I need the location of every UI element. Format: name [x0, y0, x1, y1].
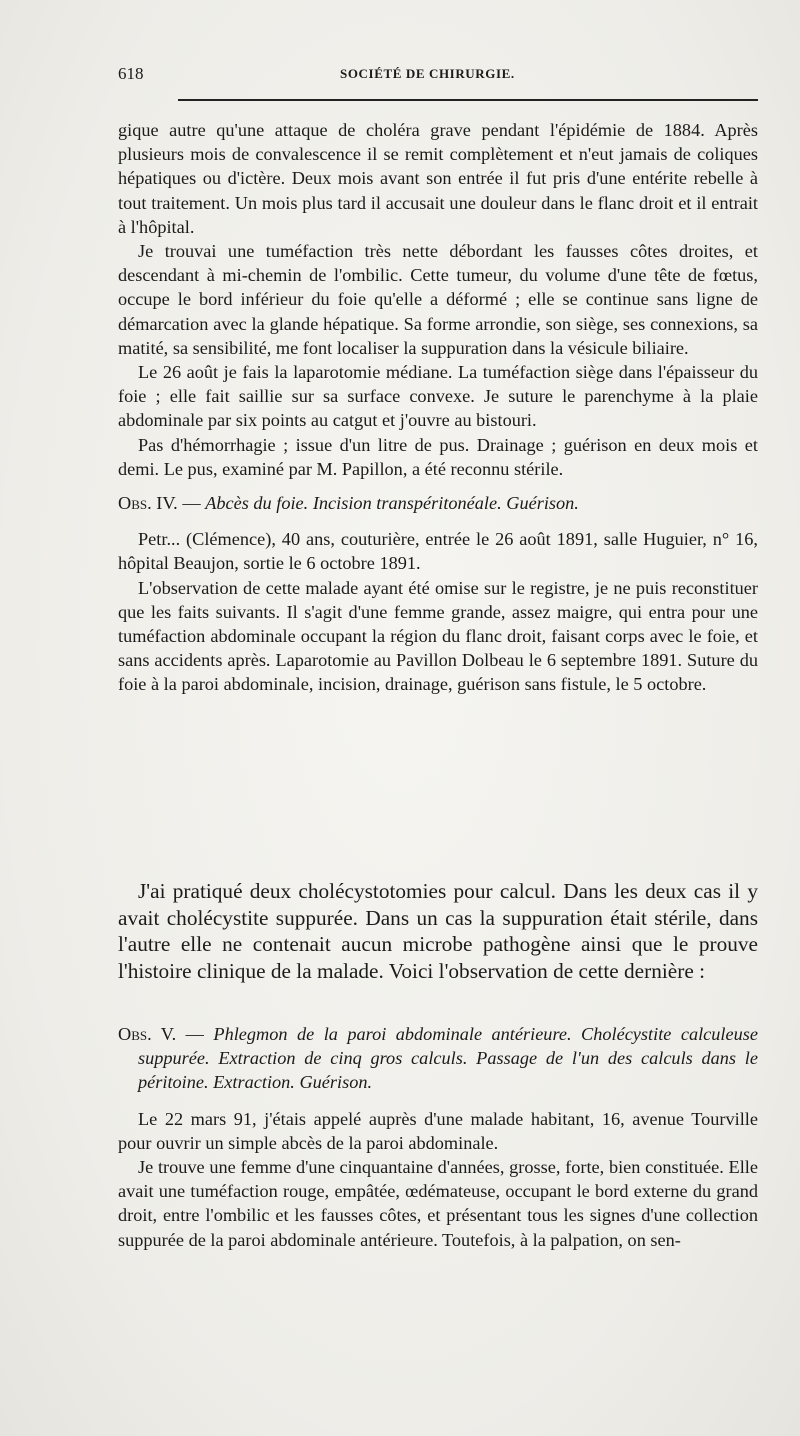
running-title: SOCIÉTÉ DE CHIRURGIE.: [340, 66, 515, 81]
body-text-lower: [118, 1022, 758, 1252]
paragraph: Le 22 mars 91, j'étais appelé auprès d'une malade habitant, 16, avenue Tourville pour ouvrir un simple abcès de la paroi abdominale.: [118, 1108, 758, 1153]
paragraph: Petr... (Clémence), 40 ans, couturière, entrée le 26 août 1891, salle Huguier, n° 16, hôpital Beaujon, sortie le 6 octobre 1891.: [118, 529, 758, 574]
paragraph: Le 26 août je fais la laparotomie médiane. La tuméfaction siège dans l'épaisseur du foie ; elle fait saillie sur sa surface convexe. Je suture le parenchyme à la plaie abdominale par six points au catgut et j'ouvre au bistouri.: [118, 362, 758, 431]
observation-label: Obs. IV. —: [118, 493, 201, 514]
observation-title: Abcès du foie. Incision transpéritonéale. Guérison.: [205, 493, 579, 514]
page-header: [118, 64, 758, 86]
body-text-upper: [118, 118, 758, 697]
body-text-main: [118, 878, 758, 984]
paragraph: gique autre qu'une attaque de choléra grave pendant l'épidémie de 1884. Après plusieurs mois de convalescence il se remit complètement et n'eut jamais de coliques hépatiques ou d'ictère. Deux mois avant son entrée il fut pris d'une entérite rebelle à tout traitement. Un mois plus tard il accusait une douleur dans le flanc droit et il entrait à l'hôpital.: [118, 120, 758, 237]
page-number: 618: [118, 64, 144, 83]
header-rule: [178, 99, 758, 101]
paragraph: Je trouvai une tuméfaction très nette débordant les fausses côtes droites, et descendant à mi-chemin de l'ombilic. Cette tumeur, du volume d'une tête de fœtus, occupe le bord inférieur du foie qu'elle a déformé ; elle se continue sans ligne de démarcation avec la glande hépatique. Sa forme arrondie, son siège, ses connexions, sa matité, sa sensibilité, me font localiser la suppuration dans la vésicule biliaire.: [118, 241, 758, 358]
paragraph: J'ai pratiqué deux cholécystotomies pour calcul. Dans les deux cas il y avait cholécystite suppurée. Dans un cas la suppuration était stérile, dans l'autre elle ne contenait aucun microbe pathogène ainsi que le prouve l'histoire clinique de la malade. Voici l'observation de cette dernière :: [118, 879, 758, 983]
observation-title: Phlegmon de la paroi abdominale antérieure. Cholécystite calculeuse suppurée. Extraction de cinq gros calculs. Passage de l'un des calculs dans le péritoine. Extraction. Guérison.: [138, 1024, 758, 1093]
paragraph: L'observation de cette malade ayant été omise sur le registre, je ne puis reconstituer que les faits suivants. Il s'agit d'une femme grande, assez maigre, qui entra pour une tuméfaction abdominale occupant la région du flanc droit, faisant corps avec le foie, et sans accidents après. Laparotomie au Pavillon Dolbeau le 6 septembre 1891. Suture du foie à la paroi abdominale, incision, drainage, guérison sans fistule, le 5 octobre.: [118, 577, 758, 695]
observation-heading: [118, 491, 758, 515]
paragraph: Je trouve une femme d'une cinquantaine d'années, grosse, forte, bien constituée. Elle avait une tuméfaction rouge, empâtée, œdémateuse, occupant le bord externe du grand droit, entre l'ombilic et les fausses côtes, et présentant tous les signes d'une collection suppurée de la paroi abdominale antérieure. Toutefois, à la palpation, on sen-: [118, 1157, 758, 1250]
observation-label: Obs. V. —: [118, 1024, 204, 1044]
observation-heading: [118, 1022, 758, 1095]
paragraph: Pas d'hémorrhagie ; issue d'un litre de pus. Drainage ; guérison en deux mois et demi. Le pus, examiné par M. Papillon, a été reconnu stérile.: [118, 434, 758, 479]
